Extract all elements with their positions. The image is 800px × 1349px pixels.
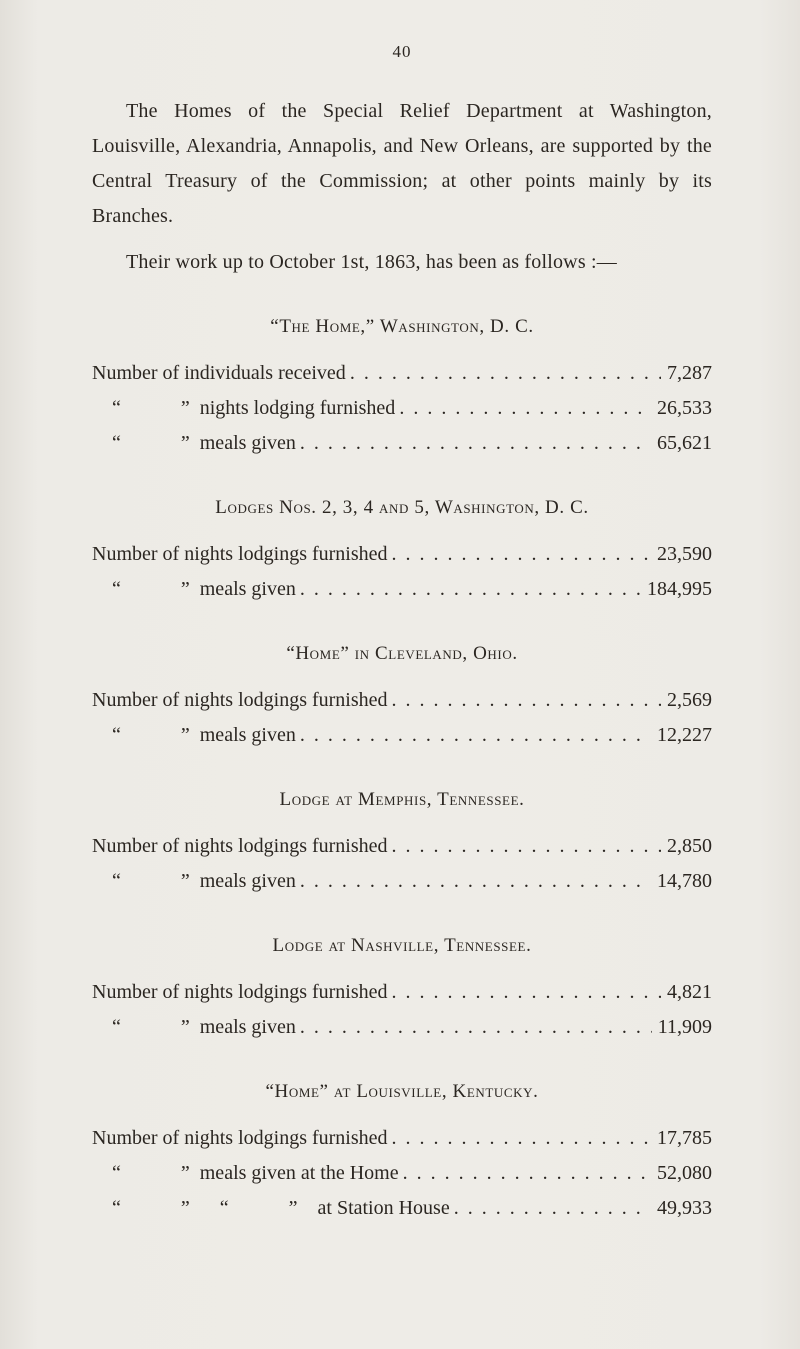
section-heading: “Home” at Louisville, Kentucky. [265,1081,539,1102]
section-heading: Lodges Nos. 2, 3, 4 and 5, Washington, D. C. [215,497,589,518]
dot-leader [300,1010,652,1045]
dot-leader [300,718,651,753]
stat-label: “ ” meals given [92,578,296,600]
stat-rows [92,537,712,607]
stat-label: “ ” nights lodging furnished [92,397,396,419]
stat-label: “ ” “ ” at Station House [92,1197,450,1219]
stat-value: 49,933 [657,1197,712,1219]
stat-label: Number of nights lodgings furnished [92,1127,388,1149]
dot-leader [350,356,661,391]
stat-row [92,391,712,426]
stat-value: 14,780 [657,870,712,892]
stat-label: “ ” meals given [92,724,296,746]
stat-label: Number of nights lodgings furnished [92,689,388,711]
statistics-sections [92,316,712,1226]
stat-label: “ ” meals given at the Home [92,1162,399,1184]
stat-section [92,316,712,461]
dot-leader [399,391,651,426]
stat-section [92,497,712,607]
dot-leader [403,1156,651,1191]
stat-row [92,829,712,864]
stat-row [92,572,712,607]
stat-section [92,789,712,899]
stat-label: Number of nights lodgings furnished [92,835,388,857]
section-heading: “Home” in Cleveland, Ohio. [286,643,518,664]
stat-row [92,1010,712,1045]
stat-value: 52,080 [657,1162,712,1184]
page-number: 40 [392,42,412,61]
stat-section [92,643,712,753]
stat-row [92,683,712,718]
dot-leader [300,864,651,899]
section-heading: “The Home,” Washington, D. C. [270,316,534,337]
stat-row [92,864,712,899]
stat-value: 11,909 [657,1016,712,1038]
stat-value: 2,569 [667,689,712,711]
stat-value: 4,821 [667,981,712,1003]
section-heading: Lodge at Memphis, Tennessee. [279,789,525,810]
stat-rows [92,683,712,753]
section-heading: Lodge at Nashville, Tennessee. [272,935,532,956]
stat-row [92,537,712,572]
dot-leader [392,1121,651,1156]
stat-section [92,935,712,1045]
stat-value: 184,995 [647,578,712,600]
stat-rows [92,356,712,461]
stat-row [92,1191,712,1226]
stat-value: 26,533 [657,397,712,419]
dot-leader [392,683,661,718]
dot-leader [454,1191,651,1226]
stat-row [92,975,712,1010]
stat-label: “ ” meals given [92,1016,296,1038]
stat-value: 23,590 [657,543,712,565]
stat-label: Number of nights lodgings furnished [92,543,388,565]
stat-value: 65,621 [657,432,712,454]
stat-row [92,1156,712,1191]
stat-row [92,1121,712,1156]
dot-leader [392,829,661,864]
stat-value: 7,287 [667,362,712,384]
stat-value: 2,850 [667,835,712,857]
stat-rows [92,1121,712,1226]
stat-label: Number of nights lodgings furnished [92,981,388,1003]
dot-leader [392,975,661,1010]
lead-in-paragraph: Their work up to October 1st, 1863, has been as follows :— [126,251,617,273]
stat-label: “ ” meals given [92,432,296,454]
dot-leader [300,572,641,607]
stat-value: 17,785 [657,1127,712,1149]
stat-row [92,356,712,391]
stat-label: “ ” meals given [92,870,296,892]
stat-row [92,718,712,753]
stat-label: Number of individuals received [92,362,346,384]
stat-section [92,1081,712,1226]
stat-rows [92,975,712,1045]
dot-leader [300,426,651,461]
dot-leader [392,537,651,572]
stat-rows [92,829,712,899]
stat-value: 12,227 [657,724,712,746]
intro-paragraph: The Homes of the Special Relief Department at Washington, Louisville, Alexandria, Annapolis, and New Orleans, are supported by the Central Treasury of the Commission; at other points mainly by its Branches. [92,100,712,227]
stat-row [92,426,712,461]
